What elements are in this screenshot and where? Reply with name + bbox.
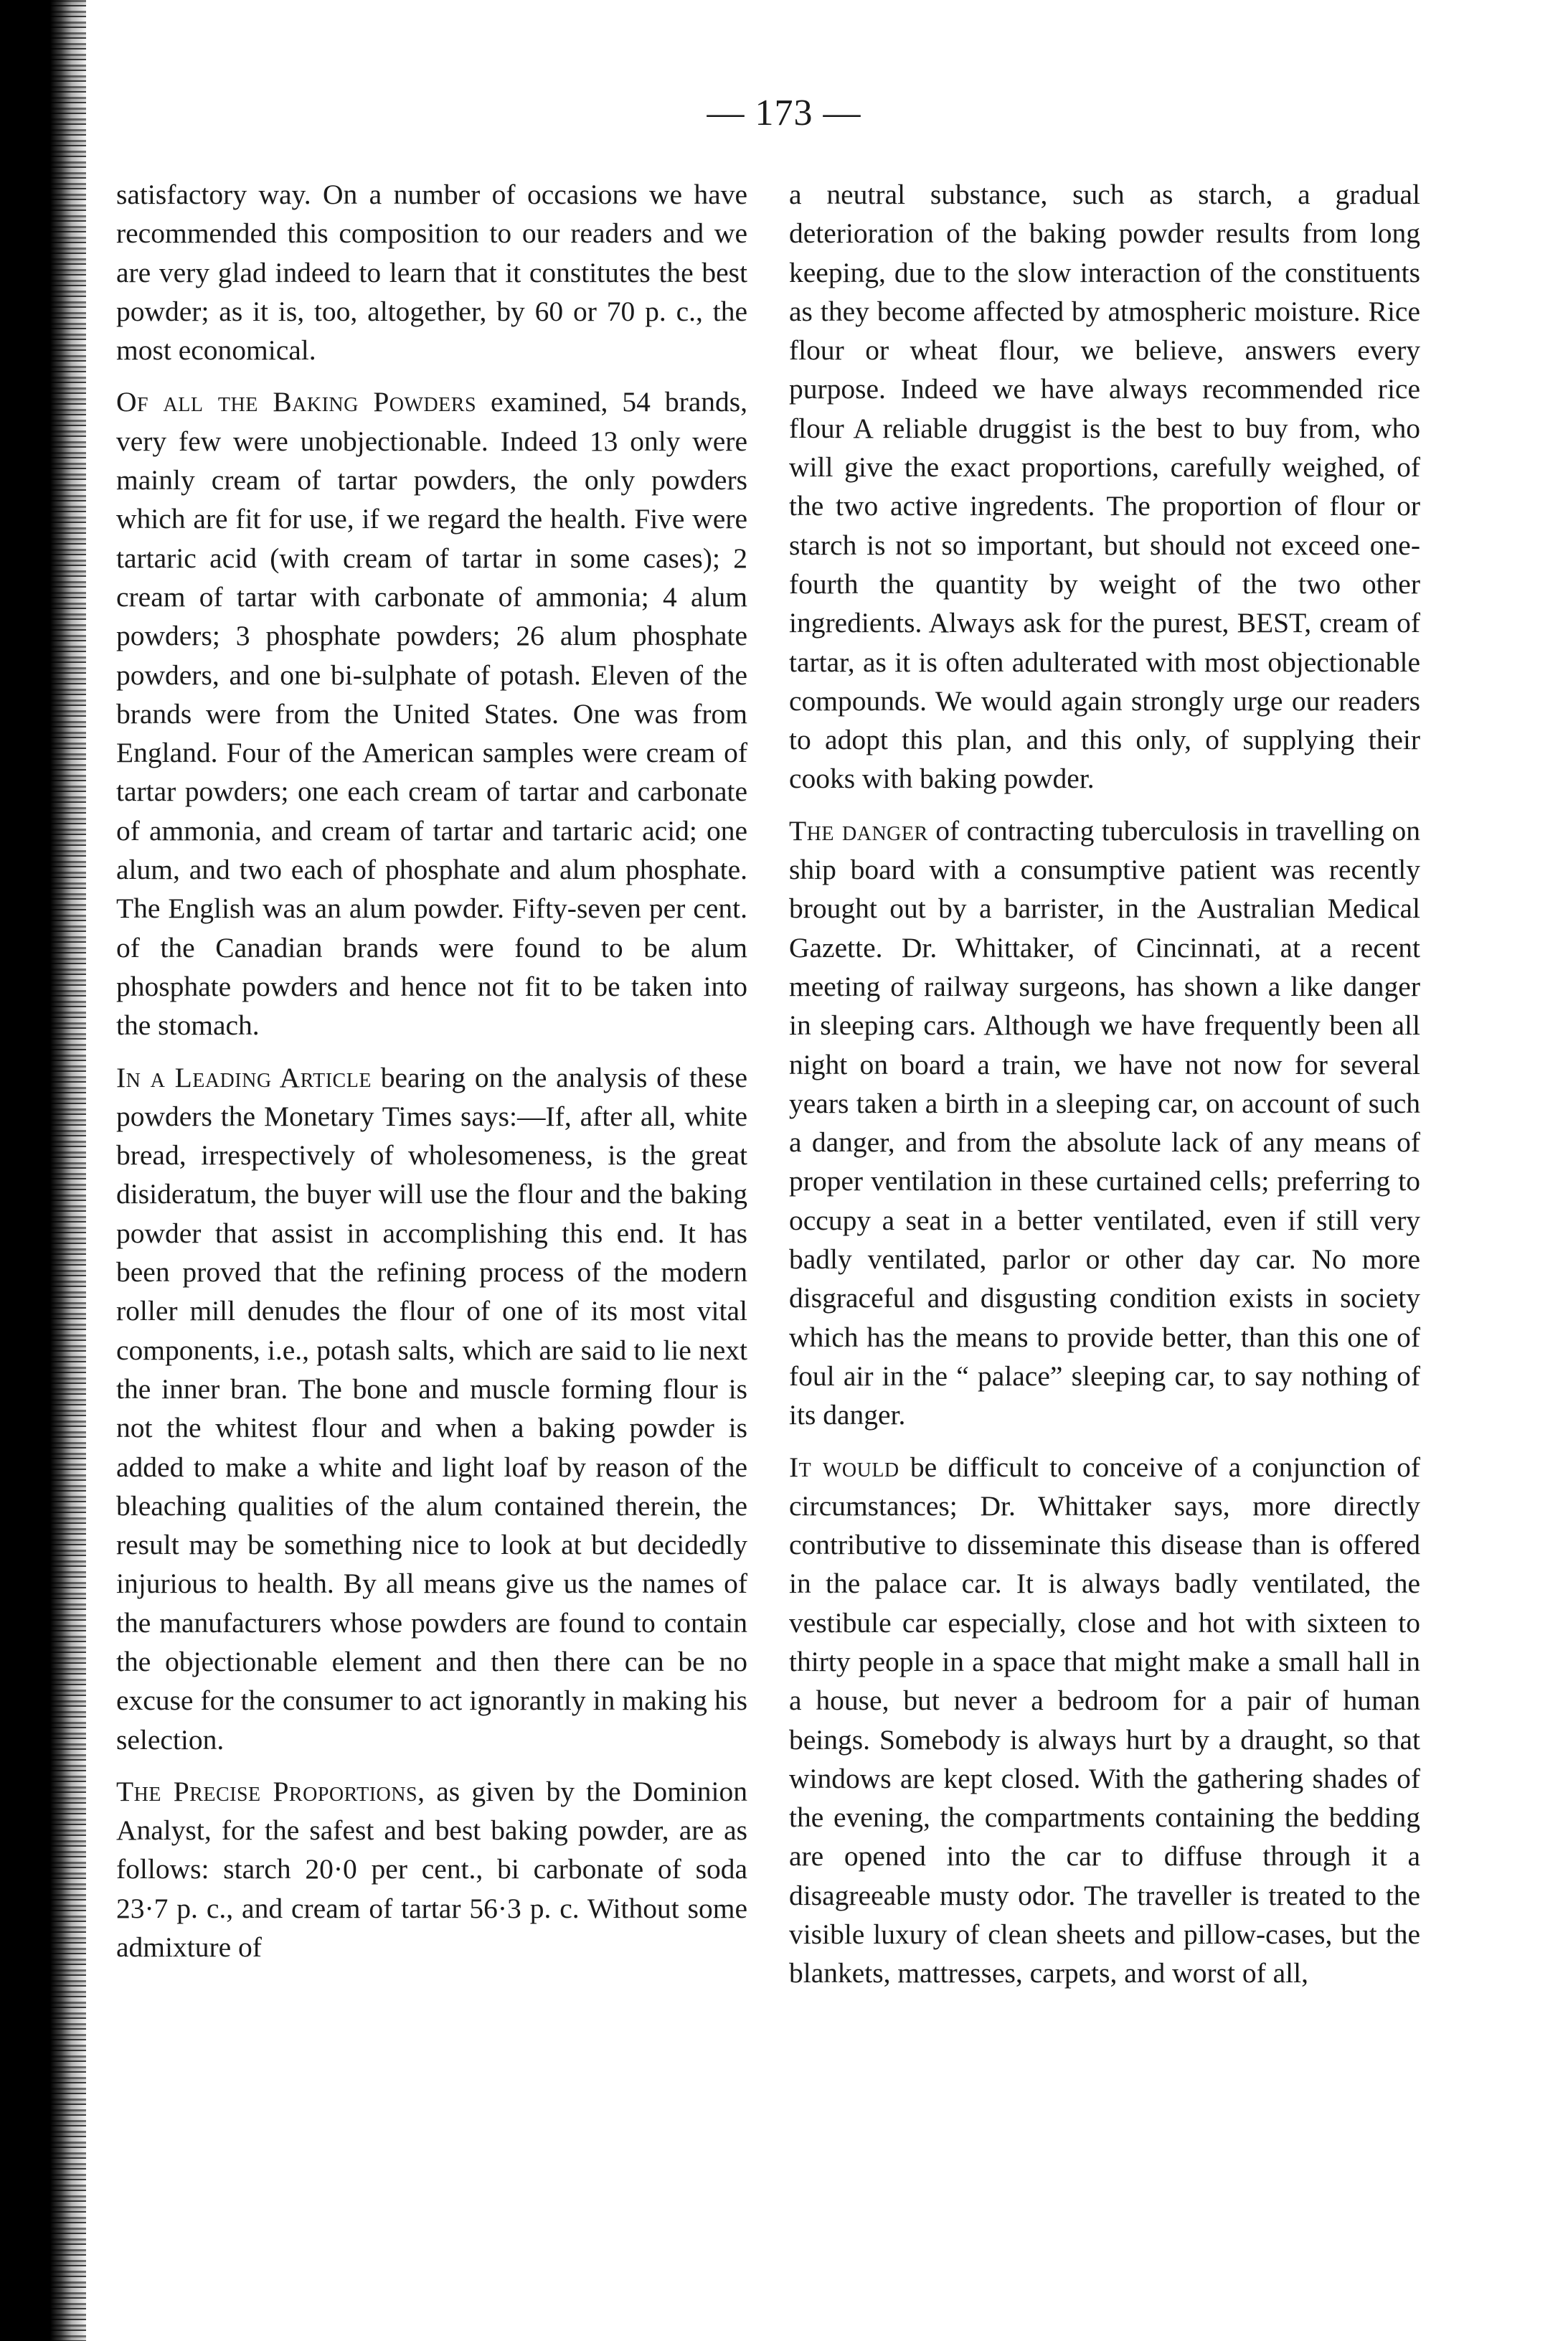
paragraph-lead: The danger xyxy=(789,814,928,847)
paragraph xyxy=(789,811,1420,1435)
paragraph xyxy=(116,1772,747,1966)
paragraph xyxy=(116,1058,747,1759)
left-column xyxy=(116,175,747,1979)
paragraph xyxy=(789,1448,1420,1993)
paragraph-lead: In a Leading Article xyxy=(116,1061,372,1093)
right-column xyxy=(789,175,1420,2006)
paragraph xyxy=(789,175,1420,799)
paragraph-text: of contracting tuberculosis in travelling on ship board with a consumptive patient was recently brought out by a barrister, in the Australian Medical Gazette. Dr. Whittaker, of Cincinnati, at a recent meeting of railway surgeons, has shown a like danger in sleeping cars. Although we have frequently been all night on board a train, we have not now for several years taken a birth in a sleeping car, on account of such a danger, and from the absolute lack of any means of proper ventilation in these curtained cells; preferring to occupy a seat in a better ventilated, even if still very badly ventilated, parlor or other day car. No more disgraceful and disgusting condition exists in society which has the means to provide better, than this one of foul air in the “ palace” sleeping car, to say nothing of its danger. xyxy=(789,814,1420,1431)
paragraph-text: be difficult to conceive of a conjunction of circumstances; Dr. Whittaker says, more directly contributive to disseminate this disease than is offered in the palace car. It is always badly ventilated, the vestibule car especially, close and hot with sixteen to thirty people in a space that might make a small hall in a house, but never a bedroom for a pair of human beings. Somebody is always hurt by a draught, so that windows are kept closed. With the gathering shades of the evening, the compartments containing the bedding are opened into the car to diffuse through it a disagreeable musty odor. The traveller is treated to the visible luxury of clean sheets and pillow-cases, but the blankets, mattresses, carpets, and worst of all, xyxy=(789,1451,1420,1989)
paragraph-text: bearing on the analysis of these powders the Monetary Times says:—If, after all, white bread, irrespectively of wholesomeness, is the great disideratum, the buyer will use the flour and the baking powder that assist in accomplishing this end. It has been proved that the refining process of the modern roller mill denudes the flour of one of its most vital components, i.e., potash salts, which are said to lie next the inner bran. The bone and muscle forming flour is not the whitest flour and when a baking powder is added to make a white and light loaf by reason of the bleaching qualities of the alum contained therein, the result may be something nice to look at but decidedly injurious to health. By all means give us the names of the manufacturers whose powders are found to contain the objectionable element and then there can be no excuse for the consumer to act ignorantly in making his selection. xyxy=(116,1061,747,1756)
paragraph-lead: Of all the Baking Powders xyxy=(116,386,477,418)
paragraph-text: examined, 54 brands, very few were unobjectionable. Indeed 13 only were mainly cream of tartar powders, the only powders which are fit for use, if we regard the health. Five were tartaric acid (with cream of tartar in some cases); 2 cream of tartar with carbonate of ammonia; 4 alum powders; 3 phosphate powders; 26 alum phosphate powders, and one bi-sulphate of potash. Eleven of the brands were from the United States. One was from England. Four of the American samples were cream of tartar powders; one each cream of tartar and carbonate of ammonia, and cream of tartar and tartaric acid; one alum, and two each of phosphate and alum phosphate. The English was an alum powder. Fifty-seven per cent. of the Canadian brands were found to be alum phosphate powders and hence not fit to be taken into the stomach. xyxy=(116,386,747,1042)
paragraph xyxy=(116,382,747,1045)
book-spine-shadow xyxy=(0,0,86,2341)
paragraph-text: , as given by the Dominion Analyst, for the safest and best baking powder, are as follows: starch 20·0 per cent., bi carbonate of soda 23·7 p. c., and cream of tartar 56·3 p. c. Without some admixture of xyxy=(116,1775,748,1964)
page-number: — 173 — xyxy=(707,93,861,133)
paragraph-lead: The Precise Proportions xyxy=(116,1775,418,1807)
paragraph-text: a neutral substance, such as starch, a gradual deterioration of the baking powder results from long keeping, due to the slow interaction of the constituents as they become affected by atmospheric moisture. Rice flour or wheat flour, we believe, answers every purpose. Indeed we have always recommended rice flour A reliable druggist is the best to buy from, who will give the exact proportions, carefully weighed, of the two active ingredents. The proportion of flour or starch is not so important, but should not exceed one-fourth the quantity by weight of the two other ingredients. Always ask for the purest, BEST, cream of tartar, as it is often adulterated with most objectionable compounds. We would again strongly urge our readers to adopt this plan, and this only, of supplying their cooks with baking powder. xyxy=(789,179,1420,795)
paragraph-lead: It would xyxy=(789,1451,899,1483)
paragraph xyxy=(116,175,747,369)
paragraph-text: satisfactory way. On a number of occasions we have recommended this composition to our readers and we are very glad indeed to learn that it constitutes the best powder; as it is, too, altogether, by 60 or 70 p. c., the most economical. xyxy=(116,179,747,367)
